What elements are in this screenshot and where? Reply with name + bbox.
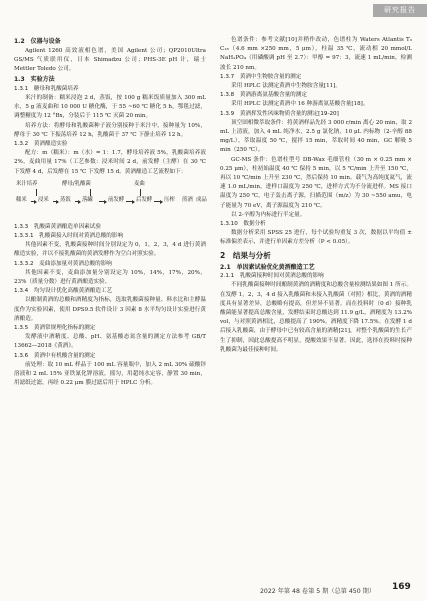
flow-arrow	[154, 201, 162, 202]
flow-arrow	[31, 201, 36, 202]
subsection-heading: 1.3.3 乳酸菌黄酒酿造单因素试验	[14, 223, 101, 230]
flow-arrow	[126, 201, 134, 202]
subsection-heading: 1.3.4 均匀设计优化高酸黄酒酿造工艺	[14, 288, 113, 295]
body-paragraph: 配方：m（糯米）：m（水）= 1：1.7，酵母培养液 5%，乳酸菌培养液 2%，麦曲用量 17%（工艺参数：浸米时间 2 d，前发酵（主酵）在 30 ℃ 下发酵 4 d，后发酵在 15 ℃ 下发酵 15 d。黄酒酿造工艺流程如下：	[14, 150, 206, 175]
journal-issue: 2022 年第 48 卷第 5 期（总第 450 期）	[260, 588, 376, 595]
body-paragraph: 米汁的制备：糯米浸泡 2 d，蒸饭，按 100 g 糯米饭质量加入 300 mL 水，5 g 液麦曲和 10 000 U 糖化酶，于 55 ~60 ℃ 糖化 5 h，鄂毯过滤，调整糖度为 12 °Bx，分装后于 115 ℃ 灭菌 20 min。	[14, 95, 206, 120]
body-paragraph: Agilent 1260 高效液相色谱，美国 Agilent 公司；QP2010Ultra GS/MS 气质联用仪，日本 Shimadzu 公司；PHS-3E pH 计，瑞士 Mettler Toledo 公司。	[14, 47, 206, 72]
flow-step-l: 成品	[196, 196, 207, 203]
body-paragraph: 前处理：取 10 mL 样品于 100 mL 容量瓶中，加入 2 mL 30% 硫酸锌溶液和 2 mL 15% 亚铁氰化钾溶液，摇匀，用超纯水定容，静置 30 min，用滤纸过滤，再经 0.22 μm 膜过滤后用于 HPLC 分析。	[14, 361, 206, 387]
body-paragraph: 采用 HPLC 法测定黄酒中生物胺含量[11]。	[231, 83, 341, 90]
page-number: 169	[392, 582, 411, 592]
flow-arrow	[75, 201, 80, 202]
subsection-heading: 1.3.2 黄酒酿造实验	[14, 141, 68, 148]
body-paragraph: 发酵液中酒精度、总酸、pH、氨基酸态氮含量的测定方法参考 GB/T 13662—2018《黄酒》。	[14, 334, 206, 350]
subsection-heading: 1.3.6 黄酒中有机酸含量的测定	[14, 352, 96, 359]
flow-step-j: 压榨	[164, 196, 175, 203]
section-heading: 2.1 单因素试验优化黄酒酿造工艺	[220, 263, 315, 271]
body-paragraph: 采用 HPLC 法测定黄酒中 16 种游离氨基酸含量[18]。	[231, 101, 369, 108]
subsection-heading: 1.3.5 黄酒常规理化指标的测定	[14, 325, 96, 332]
flow-connector	[36, 189, 37, 196]
subsection-heading: 1.3.8 黄酒游离氨基酸含量的测定	[220, 92, 307, 99]
body-paragraph: 色谱条件：参考文献[10]并稍作改动，色谱柱为 Waters Atlantis T₃ C₁₈（4.6 mm ×250 mm，5 μm），柱温 35 ℃，流动相 20 mmol/L NaH₂PO₄（用磷酸调 pH 至 2.7）：甲醇 = 97：3，流速 1 mL/min，检测波长 210 nm。	[220, 37, 412, 71]
right-column	[220, 36, 412, 355]
flow-arrow	[53, 201, 58, 202]
section-heading: 1.2 仪器与设备	[14, 38, 61, 45]
subsection-heading: 1.3.1 糖母和乳酸菌培养	[14, 85, 79, 92]
section-heading: 1.3 实验方法	[14, 76, 55, 84]
body-paragraph: 以酿制黄酒的总酸和酒精度为指标，选取乳酸菌接种量、料水比和主酵温度作为实验因素，使用 DPS9.5 软件设计 3 因素 8 水平均匀设计实验进行黄酒酿造。	[14, 297, 206, 322]
body-paragraph: 顶空固相微萃取条件：将黄酒样品先经 3 000 r/min 离心 20 min，取 2 mL 上清液，加入 4 mL 纯净水，2.5 g 氯化钠，10 μL 内标物（2-辛醇 88 mg/L）。萃取温度 50 ℃，搅拌 15 min，萃取时间 40 min，GC 解吸 5 min（250 ℃）。	[220, 119, 412, 154]
flow-step-d: 糯米	[16, 196, 27, 203]
body-paragraph: 其他因素不变，乳酸菌接种时间分别设定为 0，1，2，3，4 d 进行黄酒酿造实验，并以不接乳酸菌的黄酒发酵作为空白对照实验。	[14, 242, 206, 258]
subsection-heading: 1.3.10 数据分析	[220, 221, 266, 228]
body-paragraph: 以 2-辛醇为内标进行半定量。	[231, 211, 306, 218]
subsection-heading: 2.1.1 乳酸菌接种时间对黄酒总酸的影响	[220, 273, 324, 280]
subsection-heading: 1.3.7 黄酒中生物胺含量的测定	[220, 73, 302, 80]
flow-connector	[90, 189, 91, 196]
flow-step-g: 落罐	[82, 196, 93, 203]
flow-step-k: 煎酒	[182, 196, 193, 203]
body-paragraph: 培养方法：将酵母和乳酸菌种子液分别接种于米汁中，接种量为 10%，酵母于 30 ℃ 下振荡培养 12 h，乳酸菌于 37 ℃ 下静止培养 12 h。	[14, 122, 206, 138]
body-paragraph: 数据分析采用 SPSS 25 进行，每个试验均重复 3 次，数据以平均值 ± 标准偏差表示，并进行单因素方差分析（P < 0.05）。	[220, 230, 412, 246]
flow-step-a: 米汁培养	[16, 180, 38, 187]
subsection-heading: 1.3.3.2 麦曲添加量对黄酒总酸的影响	[14, 260, 112, 267]
process-flow-diagram	[14, 180, 206, 220]
subsection-heading: 1.3.3.1 乳酸菌接入时间对黄酒总酸的影响	[14, 233, 124, 240]
flow-arrow	[99, 201, 106, 202]
flow-step-i: 后发酵	[136, 196, 153, 203]
flow-step-c: 麦曲	[134, 180, 145, 187]
body-paragraph: GC-MS 条件：色谱柱型号 DB-Wax 毛细管柱（30 m × 0.25 mm × 0.25 μm），柱初始温度 40 ℃ 保持 5 min，以 5 ℃/min 上升至 150 ℃，再以 10 ℃/min 上升至 230 ℃，然后保持 10 min。载气为高纯度氦气，流速 1.0 mL/min，进样口温度为 250 ℃，进样方式为不分流进样。MS 接口温度为 250 ℃，电子轰击离子源，扫描范围（m/z）为 30 ~550 amu，电子能量为 70 eV，离子源温度为 210 ℃。	[220, 156, 412, 209]
flow-step-h: 前发酵	[108, 196, 125, 203]
major-heading: 2 结果与分析	[220, 250, 271, 260]
subsection-heading: 1.3.9 黄酒挥发性风味物质含量的测定[19-20]	[220, 110, 339, 117]
flow-step-f: 蒸饭	[60, 196, 71, 203]
flow-step-e: 浸米	[38, 196, 49, 203]
body-paragraph: 不同乳酸菌接种时间酿制黄酒的酒精度和总酸含量检测结果如图 1 所示。在发酵 1，2，3，4 d 接入乳酸菌和未接入乳酸菌（对照）相比，黄酒的酒精度具有显著差异，总酸略有提高，但差异不显著。而在投料时（0 d）接种乳酸菌能显著提高总酸含量，发酵结束时总酸达到 11.9 g/L，酒精度为 13.2% vol，与对照黄酒相比，总酸提高了 190%，酒精度下降 17.5%。在发酵 1 d 后接入乳酸菌，由于酵母中已有较高含量的酒精[21]，对整个乳酸菌的生长产生了抑制，因此总酸提高不明显，提酸效果不显著。因此，选择在投料时接种乳酸菌为最佳接种时间。	[220, 282, 412, 353]
flow-step-b: 酵母/乳酸菌	[62, 180, 91, 187]
flow-connector	[140, 189, 141, 196]
left-column	[14, 36, 206, 388]
body-paragraph: 其他因素不变，麦曲添加量分别设定为 10%，14%，17%，20%，23%（质量分数）进行黄酒酿造实验。	[14, 269, 206, 286]
section-tag: 研究报告	[373, 4, 427, 17]
